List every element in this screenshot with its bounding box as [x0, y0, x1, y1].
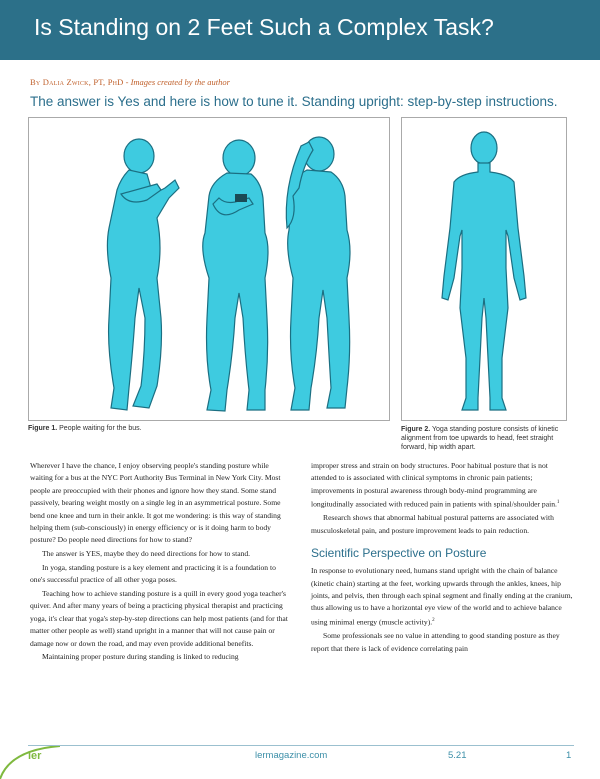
- article-subtitle: The answer is Yes and here is how to tune it. Standing upright: step-by-step instructions.: [30, 94, 558, 109]
- figure-1-label: Figure 1.: [28, 425, 58, 432]
- image-credit: - Images created by the author: [123, 77, 230, 87]
- figure-1-caption: [28, 425, 388, 432]
- figure-person-left: [107, 139, 179, 410]
- figure-2-image: [401, 117, 567, 421]
- figure-2-caption: [401, 425, 571, 452]
- reference-mark: 1: [556, 500, 560, 506]
- issue-number: 5.21: [448, 750, 467, 761]
- paragraph: [311, 460, 573, 511]
- yoga-standing-illustration: [402, 118, 566, 420]
- figure-2-label: Figure 2.: [401, 426, 431, 433]
- paragraph: Maintaining proper posture during standing is linked to reducing: [42, 652, 239, 662]
- byline: [30, 77, 230, 87]
- people-waiting-illustration: [29, 118, 389, 420]
- figure-person-right: [286, 137, 350, 410]
- figure-1-caption-text: People waiting for the bus.: [57, 425, 142, 432]
- paragraph: The answer is YES, maybe they do need directions for how to stand.: [42, 549, 251, 559]
- paragraph: In yoga, standing posture is a key element and practicing it is a foundation to one's successful practice of all other yoga poses.: [30, 562, 276, 585]
- figure-1-image: [28, 117, 390, 421]
- figure-person-yoga: [442, 132, 526, 410]
- paragraph: [311, 565, 573, 629]
- figure-2-caption-text: Yoga standing posture consists of kinetic alignment from toe upwards to head, feet straight forward, hip width apart.: [401, 426, 559, 451]
- paragraph-text: improper stress and strain on body structures. Poor habitual posture that is not attended to is associated with clinical symptoms in chronic pain patients; improvements in postural awareness through body-mind programming are longitudinally associated with reduced pain in patients with spinal/shoulder pain.: [311, 461, 557, 509]
- paragraph: Research shows that abnormal habitual postural patterns are associated with musculoskeletal pain, and posture improvement leads to pain reduction.: [311, 513, 554, 535]
- page-number: 1: [566, 750, 572, 761]
- section-heading: Scientific Perspective on Posture: [311, 546, 487, 561]
- magazine-url-link[interactable]: lermagazine.com: [255, 750, 328, 761]
- title-banner: [0, 0, 600, 60]
- author-name: By Dalia Zwick, PT, PhD: [30, 77, 124, 87]
- paragraph: Wherever I have the chance, I enjoy observing people's standing posture while waiting for a bus at the NYC Port Authority Bus Terminal in New York City. Most people are preoccupied with their phones and ignore how they stand. Some stand passively, bearing weight mostly on a single leg in an asymmetrical posture. Some bend one knee and turn in their ankle. It got me wondering: is this way of standing helping them (sub-consciously) in energy efficiency or is it doing harm to body posture? Do people need directions for how to stand?: [30, 461, 281, 545]
- paragraph-text: In response to evolutionary need, humans stand upright with the chain of balance (kinetic chain) starting at the feet, working upwards through the ankles, knees, hip joints, and pelvis, then through each spinal segment and finally ending at the cranium, thus allowing us to have a horizontal eye view of the world and to achieve balance using minimal energy (muscle activity).: [311, 566, 573, 627]
- magazine-logo: ler: [28, 750, 42, 762]
- body-column-right: [311, 460, 573, 656]
- footer-divider: [28, 745, 574, 746]
- paragraph: Teaching how to achieve standing posture is a quill in every good yoga teacher's quiver. And after many years of being a practicing physical therapist and practicing yoga, it's clear that yoga's step-by-step directions can help most patients (and for that matter other people as well) stand upright in a manner that will not cause pain or damage now or down the road, and may even provide additional benefits.: [30, 588, 288, 648]
- body-column-left: [30, 460, 290, 665]
- article-title: Is Standing on 2 Feet Such a Complex Task?: [34, 14, 494, 40]
- reference-mark: 2: [432, 617, 435, 623]
- figure-person-middle: [203, 140, 268, 411]
- paragraph: Some professionals see no value in attending to good standing posture as they report that there is lack of evidence correlating pain: [311, 631, 560, 653]
